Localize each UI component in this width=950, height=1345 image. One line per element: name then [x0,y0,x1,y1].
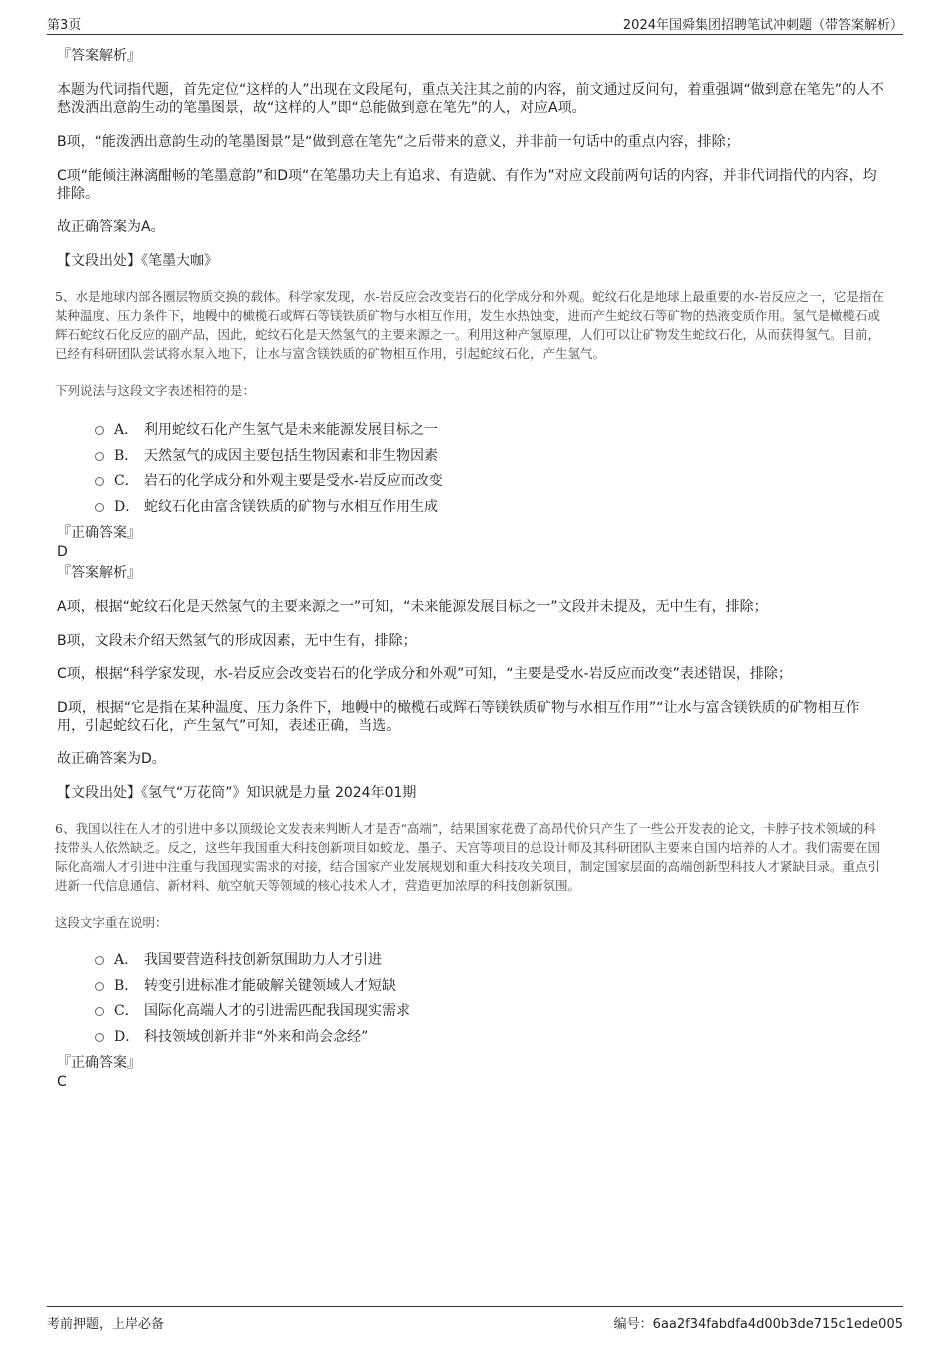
option-c[interactable]: C． 国际化高端人才的引进需匹配我国现实需求 [95,1000,410,1020]
final-answer-line: 故正确答案为D。 [57,751,166,767]
question-stem: 6、我国以往在人才的引进中多以顶级论文发表来判断人才是否“高端”，结果国家花费了高昂代价只产生了一些公开发表的论文，卡脖子技术领域的科技带头人依然缺乏。反之，这些年我国重大科技创新项目如蛟龙、墨子、天宫等项目的总设计师及其科研团队主要来自国内培养的人才。我们需要在国际化高端人才引进中注重与我国现实需求的对接，结合国家产业发展规划和重大科技攻关项目，制定国家层面的高端创新型科技人才紧缺目录。重点引进新一代信息通信、新材料、航空航天等领域的核心技术人才，营造更加浓厚的科技创新氛围。 [55,821,881,893]
option-c[interactable]: C． 岩石的化学成分和外观主要是受水-岩反应而改变 [95,470,443,490]
analysis-paragraph: C项，根据“科学家发现，水-岩反应会改变岩石的化学成分和外观”可知，“主要是受水-岩反应而改变”表述错误，排除； [57,666,792,682]
option-d[interactable]: D． 蛇纹石化由富含镁铁质的矿物与水相互作用生成 [95,496,438,516]
document-code: 编号：6aa2f34fabdfa4d00b3de715c1ede005 [613,1317,903,1332]
source-line: 【文段出处】《笔墨大咖》 [57,253,218,269]
option-b[interactable]: B． 转变引进标准才能破解关键领域人才短缺 [95,975,396,995]
radio-icon[interactable] [95,982,104,991]
radio-icon[interactable] [95,1007,104,1016]
option-a[interactable]: A． 我国要营造科技创新氛围助力人才引进 [95,949,382,969]
answer-label: 『正确答案』 [57,1055,141,1071]
question-prompt: 下列说法与这段文字表述相符的是： [55,383,256,398]
option-text: 天然氢气的成因主要包括生物因素和非生物因素 [144,448,438,464]
option-text: 国际化高端人才的引进需匹配我国现实需求 [144,1003,410,1019]
page-header [47,12,903,35]
answer-label: 『正确答案』 [57,525,141,541]
analysis-paragraph: D项，根据“它是指在某种温度、压力条件下，地幔中的橄榄石或辉石等镁铁质矿物与水相互作用”“让水与富含镁铁质的矿物相互作用，引起蛇纹石化，产生氢气”可知，表述正确，当选。 [57,700,860,734]
radio-icon[interactable] [95,452,104,461]
source-line: 【文段出处】《氢气“万花筒”》知识就是力量 2024年01期 [57,785,417,801]
analysis-paragraph: 本题为代词指代题，首先定位“这样的人”出现在文段尾句，重点关注其之前的内容，前文通过反问句，着重强调“做到意在笔先”的人不愁泼洒出意韵生动的笔墨图景，故“这样的人”即“总能做到意在笔先”的人，对应A项。 [57,82,885,116]
analysis-label: 『答案解析』 [57,48,141,64]
question-prompt: 这段文字重在说明： [55,915,168,930]
answer-value: D [57,544,68,560]
page-footer [47,1306,903,1331]
option-a[interactable]: A． 利用蛇纹石化产生氢气是未来能源发展目标之一 [95,419,438,439]
document-title: 2024年国舜集团招聘笔试冲刺题（带答案解析） [622,18,903,33]
analysis-paragraph: B项，“能泼洒出意韵生动的笔墨图景”是“做到意在笔先”之后带来的意义，并非前一句话中的重点内容，排除； [57,134,740,150]
question-stem: 5、水是地球内部各圈层物质交换的载体。科学家发现，水-岩反应会改变岩石的化学成分和外观。蛇纹石化是地球上最重要的水-岩反应之一，它是指在某种温度、压力条件下，地幔中的橄榄石或辉石等镁铁质矿物与水相互作用，发生水热蚀变，进而产生蛇纹石等矿物的热液变质作用。氢气是橄榄石或辉石蛇纹石化反应的副产品，因此，蛇纹石化是天然氢气的主要来源之一。利用这种产氢原理，人们可以让矿物发生蛇纹石化，从而获得氢气。目前，已经有科研团队尝试将水泵入地下，让水与富含镁铁质的矿物相互作用，引起蛇纹石化，产生氢气。 [55,289,884,361]
option-b[interactable]: B． 天然氢气的成因主要包括生物因素和非生物因素 [95,445,438,465]
option-text: 我国要营造科技创新氛围助力人才引进 [144,952,382,968]
radio-icon[interactable] [95,1033,104,1042]
analysis-paragraph: A项，根据“蛇纹石化是天然氢气的主要来源之一”可知，“未来能源发展目标之一”文段并未提及，无中生有，排除； [57,599,768,615]
option-text: 蛇纹石化由富含镁铁质的矿物与水相互作用生成 [144,499,438,515]
analysis-label: 『答案解析』 [57,565,141,581]
footer-slogan: 考前押题，上岸必备 [47,1317,165,1332]
option-d[interactable]: D． 科技领域创新并非“外来和尚会念经” [95,1026,368,1046]
option-text: 利用蛇纹石化产生氢气是未来能源发展目标之一 [144,422,438,438]
final-answer-line: 故正确答案为A。 [57,219,165,235]
radio-icon[interactable] [95,426,104,435]
option-text: 转变引进标准才能破解关键领域人才短缺 [144,978,396,994]
radio-icon[interactable] [95,956,104,965]
page-number: 第3页 [47,18,82,33]
radio-icon[interactable] [95,503,104,512]
analysis-paragraph: B项，文段未介绍天然氢气的形成因素，无中生有，排除； [57,633,417,649]
answer-value: C [57,1074,67,1090]
option-text: 岩石的化学成分和外观主要是受水-岩反应而改变 [144,473,443,489]
radio-icon[interactable] [95,477,104,486]
analysis-paragraph: C项“能倾注淋漓酣畅的笔墨意韵”和D项“在笔墨功夫上有追求、有造就、有作为”对应文段前两句话的内容，并非代词指代的内容，均排除。 [57,168,877,202]
option-text: 科技领域创新并非“外来和尚会念经” [144,1029,369,1045]
